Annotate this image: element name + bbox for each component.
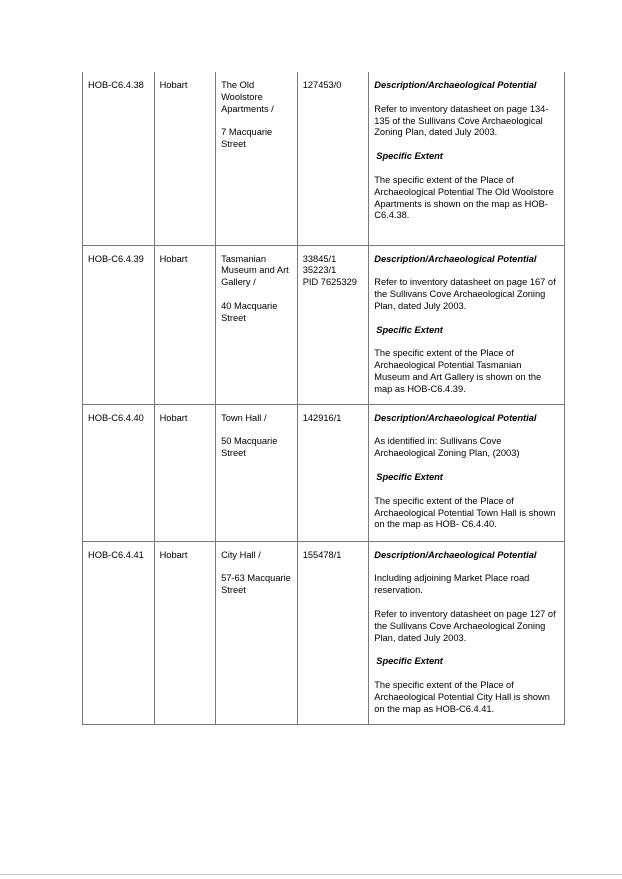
archaeological-places-table	[82, 72, 565, 725]
place-id: HOB-C6.4.38	[83, 72, 155, 245]
specific-extent-text: The specific extent of the Place of Archaeological Potential Town Hall is shown on the map as HOB- C6.4.40.	[374, 495, 556, 530]
place-name: Tasmanian Museum and Art Gallery /	[221, 253, 289, 288]
title-reference-cell	[297, 245, 369, 404]
place-name: The Old Woolstore Apartments /	[221, 80, 274, 114]
description-heading: Description/Archaeological Potential	[374, 80, 537, 90]
street-address: 50 Macquarie Street	[221, 436, 278, 459]
page-bottom-rule	[0, 874, 622, 875]
place-id: HOB-C6.4.41	[83, 541, 155, 724]
street-address: 7 Macquarie Street	[221, 127, 273, 150]
description-cell	[369, 404, 565, 541]
place-id: HOB-C6.4.39	[83, 245, 155, 404]
description-text: Refer to inventory datasheet on page 134-135 of the Sullivans Cove Archaeological Zoning Plan, dated July 2003.	[374, 103, 549, 138]
table-row	[83, 404, 565, 541]
title-reference: 33845/1	[302, 253, 337, 264]
description-heading: Description/Archaeological Potential	[374, 549, 537, 560]
place-name-cell	[216, 541, 298, 724]
title-reference-cell	[297, 541, 369, 724]
specific-extent-heading: Specific Extent	[376, 151, 443, 162]
title-reference-cell	[297, 404, 369, 541]
suburb: Hobart	[154, 245, 216, 404]
suburb: Hobart	[154, 72, 216, 245]
suburb: Hobart	[154, 404, 216, 541]
description-cell	[369, 541, 565, 724]
place-name: Town Hall /	[221, 412, 267, 423]
description-cell	[369, 245, 565, 404]
place-id: HOB-C6.4.40	[83, 404, 155, 541]
title-reference: PID 7625329	[302, 277, 357, 288]
place-name-cell	[216, 404, 298, 541]
description-heading: Description/Archaeological Potential	[374, 412, 537, 423]
title-reference: 142916/1	[302, 412, 342, 423]
description-heading: Description/Archaeological Potential	[374, 253, 537, 264]
place-name-cell	[216, 245, 298, 404]
description-text: Refer to inventory datasheet on page 167 of the Sullivans Cove Archaeological Zoning Plan, dated July 2003.	[374, 277, 556, 311]
suburb: Hobart	[154, 541, 216, 724]
title-reference: 127453/0	[302, 80, 342, 90]
title-reference-cell	[297, 72, 369, 245]
title-reference: 155478/1	[302, 549, 342, 560]
description-text: Including adjoining Market Place road reservation.	[374, 573, 530, 596]
specific-extent-text: The specific extent of the Place of Archaeological Potential City Hall is shown on the map as HOB-C6.4.41.	[374, 680, 550, 714]
specific-extent-text: The specific extent of the Place of Archaeological Potential Tasmanian Museum and Art Gallery is shown on the map as HOB-C6.4.39.	[374, 348, 542, 394]
description-text: Refer to inventory datasheet on page 127 of the Sullivans Cove Archaeological Zoning Plan, dated July 2003.	[374, 609, 556, 643]
place-name: City Hall /	[221, 549, 261, 560]
specific-extent-text: The specific extent of the Place of Archaeological Potential The Old Woolstore Apartments is shown on the map as HOB-C6.4.38.	[374, 174, 554, 221]
street-address: 57-63 Macquarie Street	[221, 573, 291, 596]
specific-extent-heading: Specific Extent	[376, 472, 443, 483]
street-address: 40 Macquarie Street	[221, 300, 278, 323]
title-reference: 35223/1	[302, 265, 337, 276]
specific-extent-heading: Specific Extent	[376, 656, 443, 667]
table-row	[83, 541, 565, 724]
description-text: As identified in: Sullivans Cove Archaeological Zoning Plan, (2003)	[374, 436, 520, 459]
table-row	[83, 72, 565, 245]
place-name-cell	[216, 72, 298, 245]
specific-extent-heading: Specific Extent	[376, 324, 443, 335]
table-row	[83, 245, 565, 404]
description-cell	[369, 72, 565, 245]
